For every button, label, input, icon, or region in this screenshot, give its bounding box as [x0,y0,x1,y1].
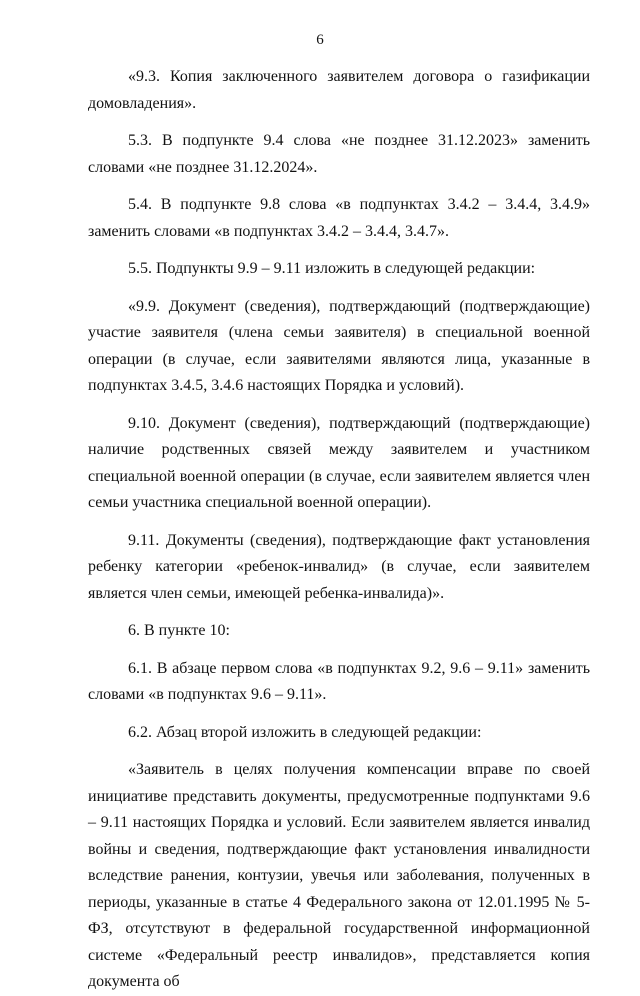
paragraph-9-3: «9.3. Копия заключенного заявителем договора о газификации домовладения». [88,68,590,112]
paragraph-6-2: 6.2. Абзац второй изложить в следующей редакции: [128,723,482,741]
paragraph-6-1: 6.1. В абзаце первом слова «в подпунктах 9.2, 9.6 – 9.11» заменить словами «в подпунктах 9.6 – 9.11». [88,659,590,703]
paragraph-new-abzac: «Заявитель в целях получения компенсации вправе по своей инициативе представить документы, предусмотренные подпунктами 9.6 – 9.11 настоящих Порядка и условий. Если заявителем является инвалид войны и сведения, подтверждающие факт установления инвалидности вследствие ранения, контузии, увечья или заболевания, полученных в периоды, указанные в статье 4 Федерального закона от 12.01.1995 № 5-ФЗ, отсутствуют в федеральной государственной информационной системе «Федеральный реестр инвалидов», представляется копия документа об [88,761,590,990]
paragraph-9-10: 9.10. Документ (сведения), подтверждающий (подтверждающие) наличие родственных связей между заявителем и участником специальной военной операции (в случае, если заявителем является член семьи участника специальной военной операции). [88,414,590,511]
document-body [88,64,590,996]
paragraph-5-4: 5.4. В подпункте 9.8 слова «в подпунктах 3.4.2 – 3.4.4, 3.4.9» заменить словами «в подпунктах 3.4.2 – 3.4.4, 3.4.7». [88,196,590,240]
page-number: 6 [316,32,324,48]
paragraph-5-5: 5.5. Подпункты 9.9 – 9.11 изложить в следующей редакции: [128,260,536,277]
paragraph-5-3: 5.3. В подпункте 9.4 слова «не позднее 31.12.2023» заменить словами «не позднее 31.12.2024». [88,132,590,176]
paragraph-9-9: «9.9. Документ (сведения), подтверждающий (подтверждающие) участие заявителя (члена семьи заявителя) в специальной военной операции (в случае, если заявителями являются лица, указанные в подпунктах 3.4.5, 3.4.6 настоящих Порядка и условий). [88,297,590,394]
paragraph-9-11: 9.11. Документы (сведения), подтверждающие факт установления ребенку категории «ребенок-инвалид» (в случае, если заявителем является член семьи, имеющей ребенка-инвалида)». [88,531,590,602]
paragraph-6: 6. В пункте 10: [128,622,230,639]
